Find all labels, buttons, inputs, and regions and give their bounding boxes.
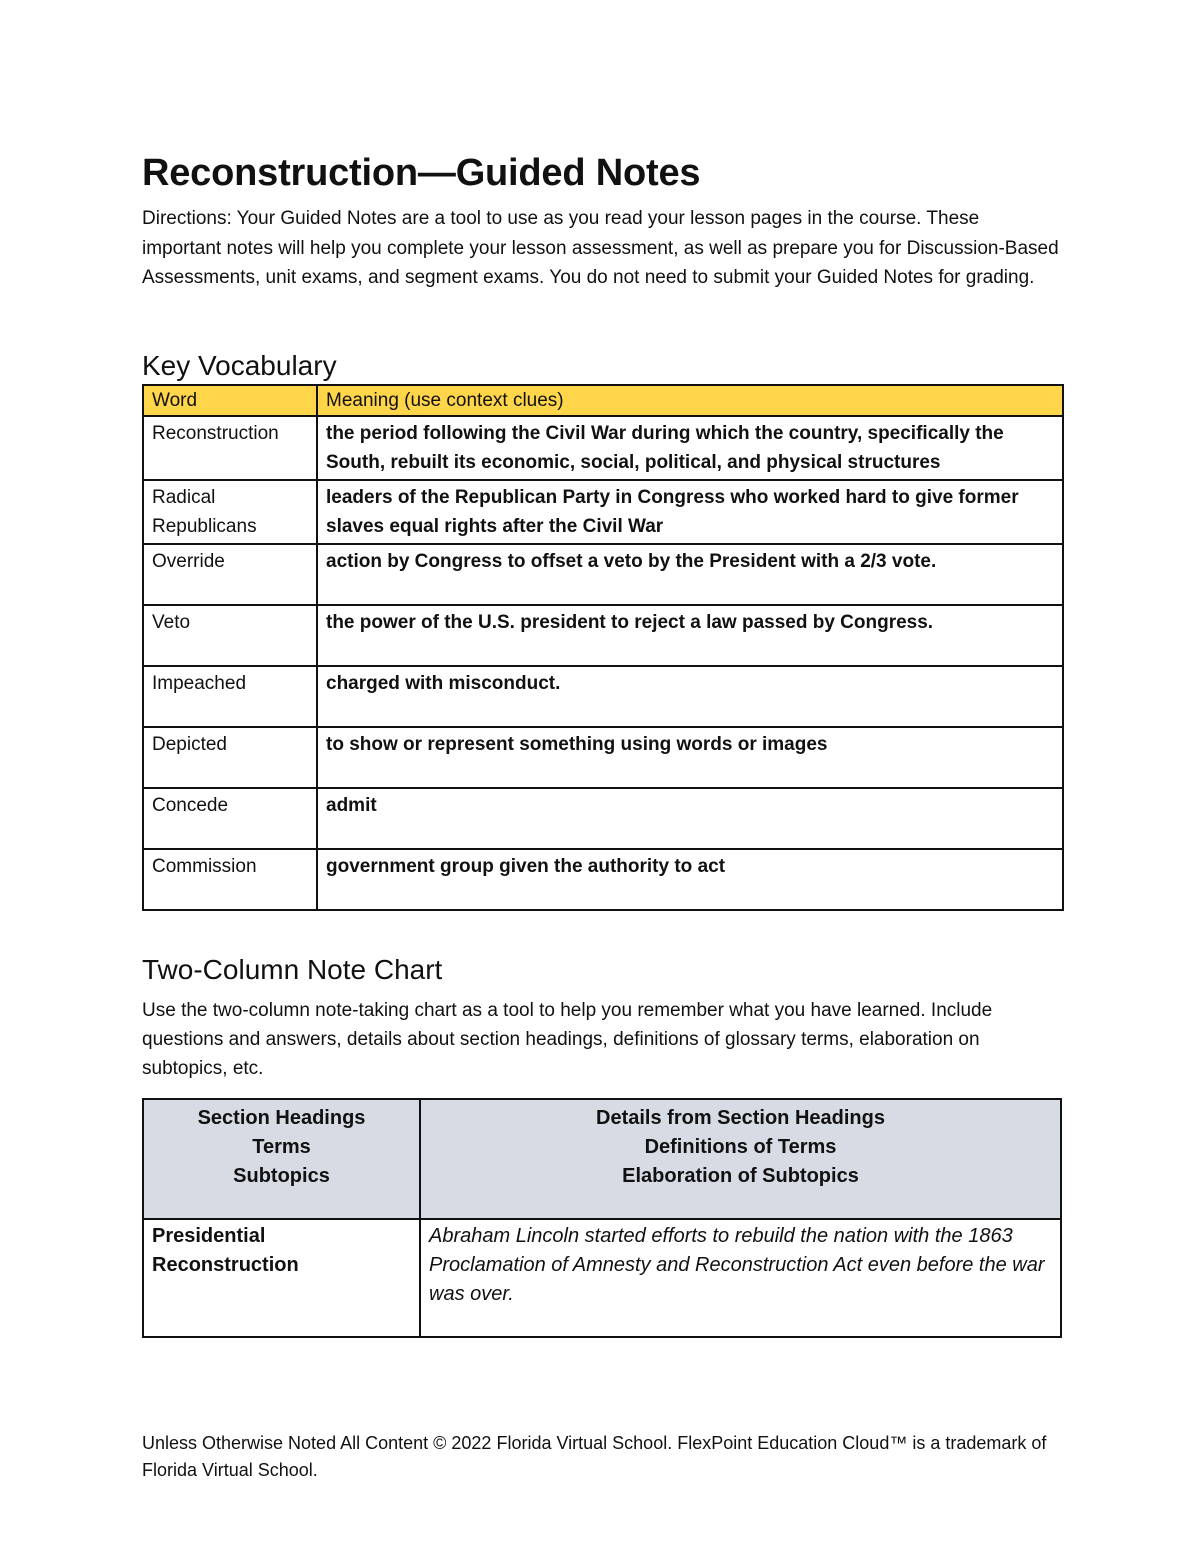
vocabulary-meaning: the period following the Civil War during which the country, specifically the South, rebuilt its economic, social, political, and physical structures: [317, 416, 1063, 480]
note-chart-row: [143, 1219, 1061, 1337]
vocabulary-header-row: [143, 385, 1063, 416]
directions-text: Directions: Your Guided Notes are a tool to use as you read your lesson pages in the course. These important notes will help you complete your lesson assessment, as well as prepare you for Discussion-Based Assessments, unit exams, and segment exams. You do not need to submit your Guided Notes for grading.: [142, 208, 1059, 288]
vocabulary-meaning: the power of the U.S. president to reject a law passed by Congress.: [317, 605, 1063, 666]
key-vocabulary-heading: Key Vocabulary: [142, 350, 337, 381]
word-column-header: Word: [143, 385, 317, 416]
vocabulary-meaning: government group given the authority to act: [317, 849, 1063, 910]
vocabulary-row: [143, 480, 1063, 544]
vocabulary-row: [143, 788, 1063, 849]
section-headings-column-header: [143, 1099, 420, 1219]
vocabulary-word: Radical Republicans: [143, 480, 317, 544]
note-chart-header-row: [143, 1099, 1061, 1219]
header-line: Terms: [252, 1136, 311, 1158]
vocabulary-row: [143, 544, 1063, 605]
vocabulary-word: Override: [143, 544, 317, 605]
vocabulary-row: [143, 605, 1063, 666]
vocabulary-table: [142, 384, 1064, 911]
vocabulary-word: Depicted: [143, 727, 317, 788]
vocabulary-row: [143, 849, 1063, 910]
vocabulary-meaning: to show or represent something using words or images: [317, 727, 1063, 788]
vocabulary-row: [143, 727, 1063, 788]
two-column-note-chart: [142, 1098, 1062, 1338]
vocabulary-row: [143, 666, 1063, 727]
meaning-column-header: Meaning (use context clues): [317, 385, 1063, 416]
vocabulary-meaning: admit: [317, 788, 1063, 849]
details-column-header: [420, 1099, 1061, 1219]
vocabulary-meaning: action by Congress to offset a veto by the President with a 2/3 vote.: [317, 544, 1063, 605]
copyright-footer: Unless Otherwise Noted All Content © 2022 Florida Virtual School. FlexPoint Education Cloud™ is a trademark of Florida Virtual School.: [142, 1433, 1047, 1480]
document-page: [142, 148, 1062, 1480]
vocabulary-meaning: charged with misconduct.: [317, 666, 1063, 727]
page-title: Reconstruction—Guided Notes: [142, 152, 701, 194]
note-section-details: Abraham Lincoln started efforts to rebuild the nation with the 1863 Proclamation of Amnesty and Reconstruction Act even before the war was over.: [420, 1219, 1061, 1337]
note-section-heading: Presidential Reconstruction: [143, 1219, 420, 1337]
header-line: Definitions of Terms: [644, 1136, 837, 1158]
vocabulary-word: Concede: [143, 788, 317, 849]
note-chart-heading: Two-Column Note Chart: [142, 954, 443, 985]
header-line: Details from Section Headings: [596, 1107, 885, 1129]
vocabulary-meaning: leaders of the Republican Party in Congress who worked hard to give former slaves equal rights after the Civil War: [317, 480, 1063, 544]
vocabulary-word: Reconstruction: [143, 416, 317, 480]
note-chart-instructions: Use the two-column note-taking chart as a tool to help you remember what you have learned. Include questions and answers, details about section headings, definitions of glossary terms, elaboration on subtopics, etc.: [142, 1000, 993, 1079]
vocabulary-row: [143, 416, 1063, 480]
header-line: Section Headings: [197, 1107, 366, 1129]
vocabulary-word: Veto: [143, 605, 317, 666]
vocabulary-word: Impeached: [143, 666, 317, 727]
header-line: Subtopics: [233, 1165, 330, 1187]
header-line: Elaboration of Subtopics: [622, 1165, 859, 1187]
vocabulary-word: Commission: [143, 849, 317, 910]
